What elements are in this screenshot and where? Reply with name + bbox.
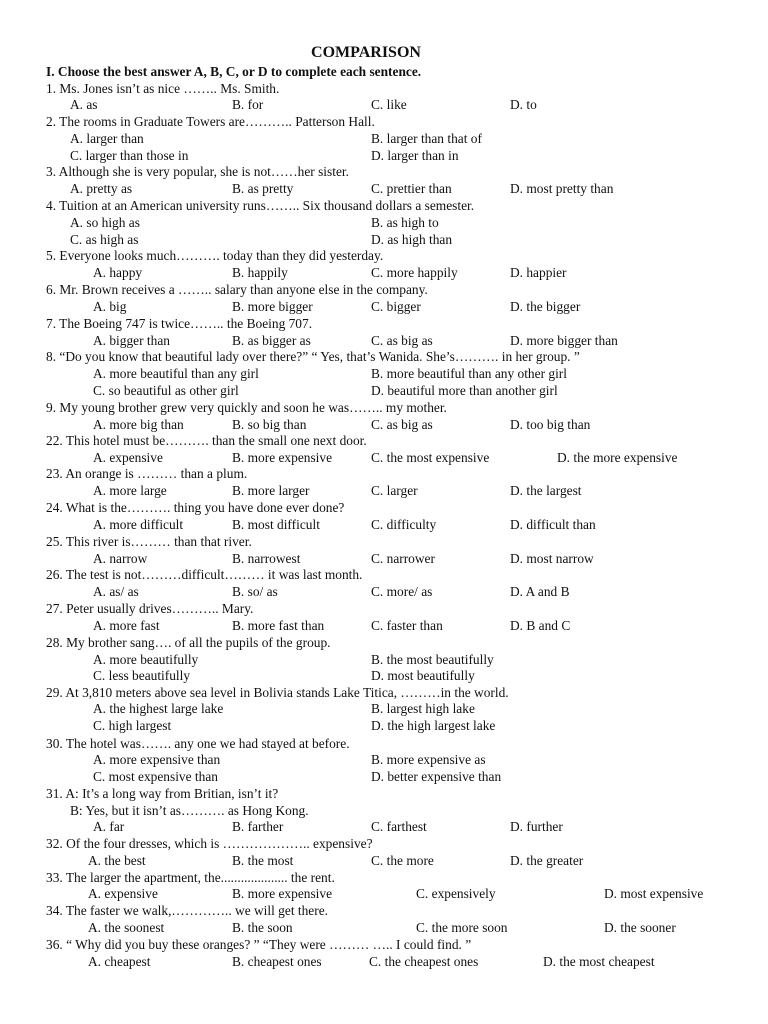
answer-option: A. far xyxy=(93,819,125,834)
answer-option: A. the highest large lake xyxy=(93,701,224,716)
answer-option: D. B and C xyxy=(510,618,571,633)
answer-option: D. as high than xyxy=(371,232,453,247)
answer-option: A. the best xyxy=(88,853,146,868)
answer-option: A. big xyxy=(93,299,127,314)
answer-option: A. expensive xyxy=(93,450,163,465)
answer-option: A. as/ as xyxy=(93,584,139,599)
answer-option: C. as big as xyxy=(371,333,433,348)
answer-option: A. expensive xyxy=(88,886,158,901)
answer-option: B. cheapest ones xyxy=(232,954,322,969)
answer-option: C. difficulty xyxy=(371,517,437,532)
answer-option: C. as big as xyxy=(371,417,433,432)
answer-option: C. narrower xyxy=(371,551,435,566)
answer-option: D. the most cheapest xyxy=(543,954,655,969)
question-stem: 6. Mr. Brown receives a …….. salary than anyone else in the company. xyxy=(46,282,428,297)
answer-option: B. for xyxy=(232,97,264,112)
answer-option: D. happier xyxy=(510,265,567,280)
answer-option: D. the largest xyxy=(510,483,582,498)
answer-option: B. more beautiful than any other girl xyxy=(371,366,567,381)
answer-option: B. so big than xyxy=(232,417,307,432)
question-stem: 33. The larger the apartment, the.................... the rent. xyxy=(46,870,335,885)
question-stem: 24. What is the………. thing you have done ever done? xyxy=(46,500,345,515)
answer-option: B. so/ as xyxy=(232,584,278,599)
answer-option: C. as high as xyxy=(70,232,139,247)
answer-option: A. happy xyxy=(93,265,143,280)
answer-option: C. the cheapest ones xyxy=(369,954,479,969)
page-title: COMPARISON xyxy=(311,44,421,61)
answer-option: D. further xyxy=(510,819,563,834)
answer-option: A. bigger than xyxy=(93,333,170,348)
answer-option: C. the most expensive xyxy=(371,450,490,465)
answer-option: A. more big than xyxy=(93,417,184,432)
answer-option: C. larger than those in xyxy=(70,148,189,163)
answer-option: B. largest high lake xyxy=(371,701,475,716)
answer-option: B. farther xyxy=(232,819,284,834)
question-stem: 23. An orange is ……… than a plum. xyxy=(46,466,248,481)
answer-option: B. as bigger as xyxy=(232,333,311,348)
question-stem: 2. The rooms in Graduate Towers are……….. Patterson Hall. xyxy=(46,114,375,129)
answer-option: A. the soonest xyxy=(88,920,165,935)
answer-option: D. to xyxy=(510,97,537,112)
answer-option: B. more larger xyxy=(232,483,310,498)
answer-option: A. as xyxy=(70,97,98,112)
answer-option: C. prettier than xyxy=(371,181,452,196)
question-stem: 26. The test is not………difficult……… it was last month. xyxy=(46,567,363,582)
answer-option: B. the most xyxy=(232,853,294,868)
answer-option: D. most beautifully xyxy=(371,668,475,683)
answer-option: B. larger than that of xyxy=(371,131,482,146)
answer-option: C. more happily xyxy=(371,265,458,280)
answer-option: C. faster than xyxy=(371,618,443,633)
answer-option: C. the more xyxy=(371,853,434,868)
answer-option: B. more expensive as xyxy=(371,752,486,767)
answer-option: D. most narrow xyxy=(510,551,594,566)
answer-option: B. most difficult xyxy=(232,517,320,532)
answer-option: B. happily xyxy=(232,265,288,280)
answer-option: D. the greater xyxy=(510,853,584,868)
answer-option: B. narrowest xyxy=(232,551,301,566)
answer-option: A. more beautiful than any girl xyxy=(93,366,259,381)
question-stem: 27. Peter usually drives……….. Mary. xyxy=(46,601,254,616)
question-stem: 29. At 3,810 meters above sea level in Bolivia stands Lake Titica, ………in the world. xyxy=(46,685,509,700)
answer-option: B. as high to xyxy=(371,215,439,230)
answer-option: D. more bigger than xyxy=(510,333,618,348)
question-stem: 31. A: It’s a long way from Britian, isn’t it? xyxy=(46,786,279,801)
answer-option: A. more expensive than xyxy=(93,752,221,767)
answer-option: B. more expensive xyxy=(232,450,333,465)
question-stem: 9. My young brother grew very quickly and soon he was…….. my mother. xyxy=(46,400,447,415)
question-stem: 36. “ Why did you buy these oranges? ” “They were ……… ….. I could find. ” xyxy=(46,937,472,952)
instruction-heading: I. Choose the best answer A, B, C, or D to complete each sentence. xyxy=(46,64,422,79)
answer-option: A. more large xyxy=(93,483,167,498)
answer-option: C. larger xyxy=(371,483,418,498)
answer-option: A. pretty as xyxy=(70,181,133,196)
answer-option: C. high largest xyxy=(93,718,172,733)
answer-option: A. more fast xyxy=(93,618,160,633)
answer-option: A. more beautifully xyxy=(93,652,199,667)
question-stem: 3. Although she is very popular, she is not……her sister. xyxy=(46,164,349,179)
answer-option: C. farthest xyxy=(371,819,427,834)
answer-option: D. most expensive xyxy=(604,886,704,901)
answer-option: B. more fast than xyxy=(232,618,325,633)
answer-option: B. more expensive xyxy=(232,886,333,901)
answer-option: D. beautiful more than another girl xyxy=(371,383,558,398)
question-stem: 34. The faster we walk,………….. we will get there. xyxy=(46,903,328,918)
question-stem-continued: B: Yes, but it isn’t as………. as Hong Kong. xyxy=(70,803,309,818)
question-stem: 4. Tuition at an American university runs…….. Six thousand dollars a semester. xyxy=(46,198,475,213)
answer-option: D. the sooner xyxy=(604,920,676,935)
answer-option: A. more difficult xyxy=(93,517,184,532)
answer-option: D. the high largest lake xyxy=(371,718,496,733)
answer-option: D. difficult than xyxy=(510,517,596,532)
question-stem: 1. Ms. Jones isn’t as nice …….. Ms. Smith. xyxy=(46,81,280,96)
answer-option: B. more bigger xyxy=(232,299,313,314)
answer-option: A. cheapest xyxy=(88,954,151,969)
answer-option: C. expensively xyxy=(416,886,496,901)
answer-option: D. too big than xyxy=(510,417,591,432)
question-stem: 32. Of the four dresses, which is ……………….. expensive? xyxy=(46,836,373,851)
answer-option: A. so high as xyxy=(70,215,140,230)
answer-option: C. like xyxy=(371,97,407,112)
answer-option: B. as pretty xyxy=(232,181,294,196)
answer-option: A. narrow xyxy=(93,551,148,566)
answer-option: D. the more expensive xyxy=(557,450,678,465)
answer-option: D. A and B xyxy=(510,584,570,599)
answer-option: C. most expensive than xyxy=(93,769,218,784)
answer-option: C. so beautiful as other girl xyxy=(93,383,239,398)
answer-option: B. the soon xyxy=(232,920,293,935)
answer-option: D. the bigger xyxy=(510,299,581,314)
answer-option: A. larger than xyxy=(70,131,144,146)
question-stem: 30. The hotel was……. any one we had stayed at before. xyxy=(46,736,350,751)
question-stem: 5. Everyone looks much………. today than they did yesterday. xyxy=(46,248,384,263)
answer-option: C. more/ as xyxy=(371,584,433,599)
answer-option: C. less beautifully xyxy=(93,668,191,683)
answer-option: D. better expensive than xyxy=(371,769,502,784)
question-stem: 28. My brother sang…. of all the pupils of the group. xyxy=(46,635,331,650)
question-stem: 7. The Boeing 747 is twice…….. the Boeing 707. xyxy=(46,316,313,331)
answer-option: C. the more soon xyxy=(416,920,508,935)
answer-option: D. larger than in xyxy=(371,148,459,163)
question-stem: 22. This hotel must be………. than the small one next door. xyxy=(46,433,367,448)
question-stem: 8. “Do you know that beautiful lady over there?” “ Yes, that’s Wanida. She’s………. in her group. ” xyxy=(46,349,580,364)
answer-option: D. most pretty than xyxy=(510,181,614,196)
answer-option: B. the most beautifully xyxy=(371,652,494,667)
answer-option: C. bigger xyxy=(371,299,421,314)
question-stem: 25. This river is……… than that river. xyxy=(46,534,252,549)
